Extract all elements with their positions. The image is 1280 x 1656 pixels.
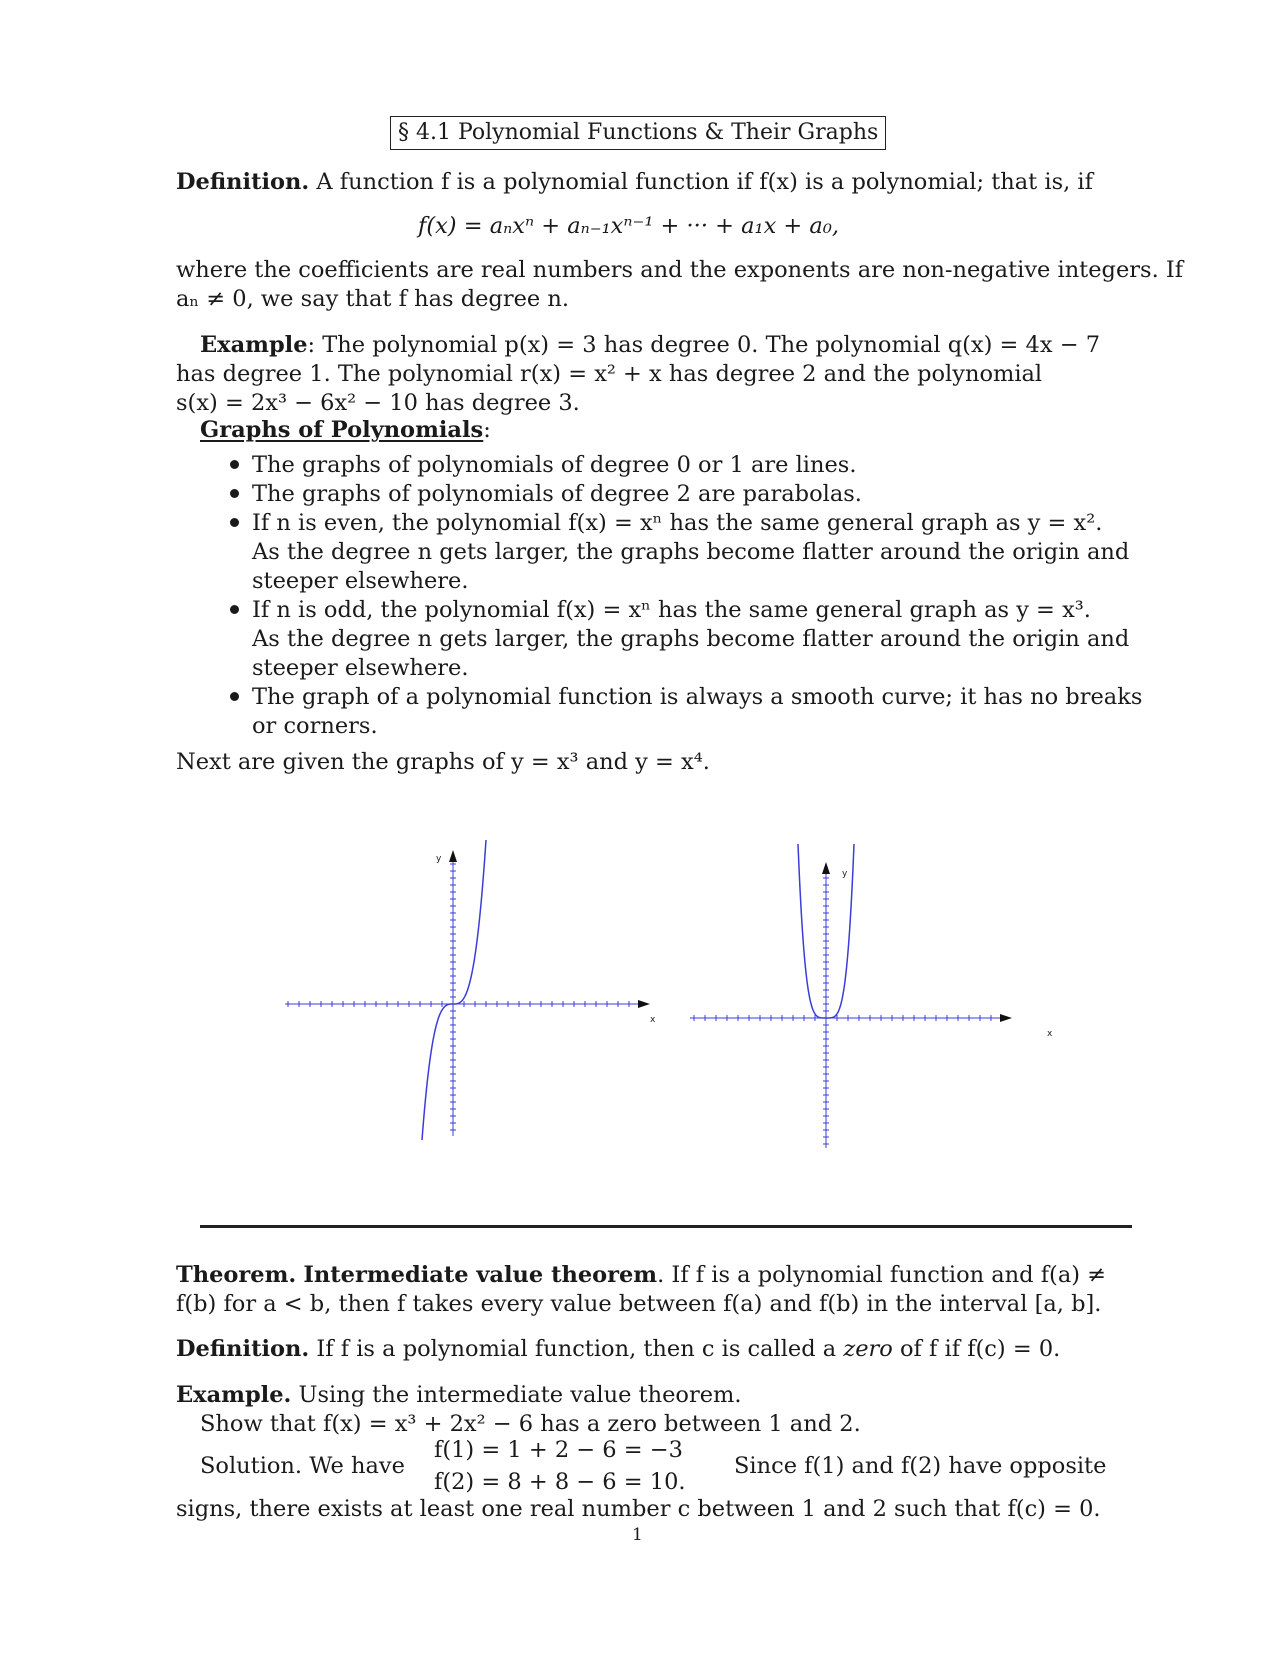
x-axis-arrow bbox=[638, 1000, 650, 1008]
graph-axes bbox=[285, 850, 650, 1136]
next-graphs-text: Next are given the graphs of y = x³ and y = x⁴. bbox=[176, 749, 710, 775]
definition-1-line-3: aₙ ≠ 0, we say that f has degree n. bbox=[176, 286, 570, 312]
bullet-1: The graphs of polynomials of degree 0 or 1 are lines. bbox=[252, 452, 857, 478]
bullet-dot bbox=[230, 692, 239, 701]
example-2-line-2: Show that f(x) = x³ + 2x² − 6 has a zero between 1 and 2. bbox=[200, 1411, 861, 1437]
bullet-4-line-2: As the degree n gets larger, the graphs become flatter around the origin and bbox=[252, 626, 1130, 652]
y-axis-arrow bbox=[449, 850, 457, 862]
bullet-dot bbox=[230, 605, 239, 614]
bullet-2: The graphs of polynomials of degree 2 are parabolas. bbox=[252, 481, 862, 507]
bullet-3-line-1: If n is even, the polynomial f(x) = xⁿ has the same general graph as y = x². bbox=[252, 510, 1103, 536]
equation-f2: f(2) = 8 + 8 − 6 = 10. bbox=[434, 1469, 686, 1495]
graphs-heading bbox=[200, 416, 491, 444]
y-axis-arrow bbox=[822, 862, 830, 874]
definition-formula: f(x) = aₙxⁿ + aₙ₋₁xⁿ⁻¹ + ··· + a₁x + a₀, bbox=[418, 213, 839, 239]
bullet-3-line-2: As the degree n gets larger, the graphs become flatter around the origin and bbox=[252, 539, 1130, 565]
bullet-5-line-2: or corners. bbox=[252, 713, 378, 739]
example-label: Example. bbox=[176, 1382, 292, 1408]
equation-f1: f(1) = 1 + 2 − 6 = −3 bbox=[434, 1437, 683, 1463]
theorem-line-2: f(b) for a < b, then f takes every value between f(a) and f(b) in the interval [a, b]. bbox=[176, 1291, 1102, 1317]
solution-lead: Solution. We have bbox=[200, 1453, 405, 1479]
definition-label: Definition. bbox=[176, 169, 310, 195]
definition-label: Definition. bbox=[176, 1336, 310, 1362]
bullet-4-line-1: If n is odd, the polynomial f(x) = xⁿ has the same general graph as y = x³. bbox=[252, 597, 1091, 623]
since-text: Since f(1) and f(2) have opposite bbox=[734, 1453, 1107, 1479]
example-text: : The polynomial p(x) = 3 has degree 0. The polynomial q(x) = 4x − 7 bbox=[307, 332, 1101, 358]
example-1-line-2: has degree 1. The polynomial r(x) = x² + x has degree 2 and the polynomial bbox=[176, 361, 1043, 387]
graph-x-cubed bbox=[270, 840, 660, 1140]
zero-term: zero bbox=[843, 1336, 893, 1362]
theorem-text: . If f is a polynomial function and f(a) ≠ bbox=[657, 1262, 1107, 1288]
x-axis-label: x bbox=[650, 1015, 656, 1025]
bullet-3-line-3: steeper elsewhere. bbox=[252, 568, 469, 594]
bullet-dot bbox=[230, 460, 239, 469]
example-1-line-1 bbox=[200, 331, 1100, 359]
page-title: § 4.1 Polynomial Functions & Their Graphs bbox=[390, 116, 886, 150]
graph-x-fourth bbox=[690, 840, 1080, 1150]
example-label: Example bbox=[200, 332, 308, 358]
page-number: 1 bbox=[632, 1525, 643, 1545]
y-axis-label: y bbox=[436, 854, 442, 864]
definition-1-line-2: where the coefficients are real numbers and the exponents are non-negative integers. If bbox=[176, 257, 1184, 283]
section-divider bbox=[200, 1225, 1132, 1228]
definition-1-line-1 bbox=[176, 168, 1093, 196]
bullet-4-line-3: steeper elsewhere. bbox=[252, 655, 469, 681]
graphs-heading-colon: : bbox=[483, 417, 491, 443]
example-2-conclusion: signs, there exists at least one real number c between 1 and 2 such that f(c) = 0. bbox=[176, 1496, 1101, 1522]
example-1-line-3: s(x) = 2x³ − 6x² − 10 has degree 3. bbox=[176, 390, 580, 416]
x-axis-label: x bbox=[1047, 1029, 1053, 1039]
bullet-dot bbox=[230, 489, 239, 498]
definition-text-after: of f if f(c) = 0. bbox=[900, 1336, 1061, 1362]
example-text: Using the intermediate value theorem. bbox=[298, 1382, 742, 1408]
example-2-line-1 bbox=[176, 1381, 742, 1409]
theorem-name: Intermediate value theorem bbox=[303, 1262, 658, 1288]
graphs-heading-text: Graphs of Polynomials bbox=[200, 417, 484, 443]
theorem-line-1 bbox=[176, 1261, 1106, 1289]
x-axis-arrow bbox=[1000, 1014, 1012, 1022]
definition-2 bbox=[176, 1335, 1060, 1363]
y-axis-label: y bbox=[842, 869, 848, 879]
bullet-dot bbox=[230, 518, 239, 527]
bullet-5-line-1: The graph of a polynomial function is always a smooth curve; it has no breaks bbox=[252, 684, 1143, 710]
definition-text-before: If f is a polynomial function, then c is called a bbox=[316, 1336, 837, 1362]
theorem-label: Theorem. bbox=[176, 1262, 297, 1288]
definition-text: A function f is a polynomial function if f(x) is a polynomial; that is, if bbox=[316, 169, 1093, 195]
